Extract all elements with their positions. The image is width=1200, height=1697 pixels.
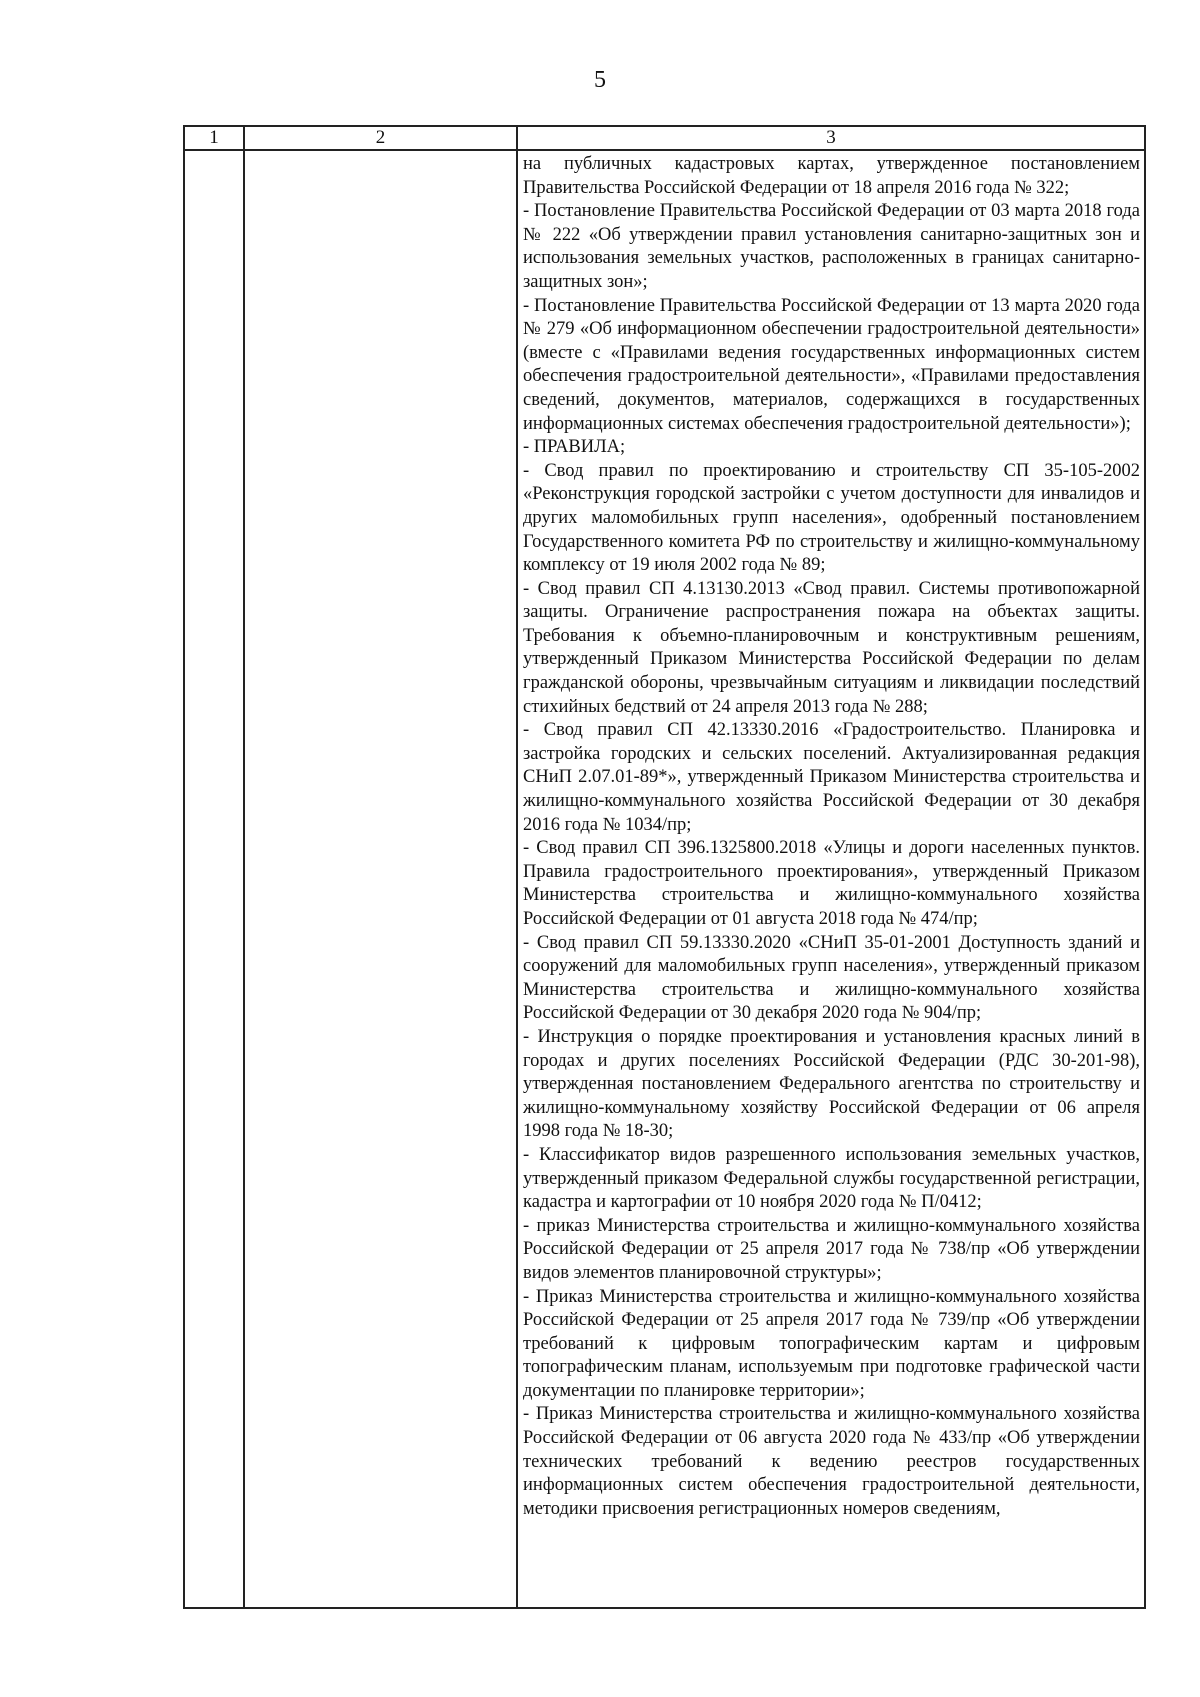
- list-item: на публичных кадастровых картах, утвержденное постановлением Правительства Российской Федерации от 18 апреля 2016 года № 322;: [523, 154, 1140, 198]
- list-item: - ПРАВИЛА;: [523, 437, 626, 458]
- list-item: - Свод правил по проектированию и строительству СП 35-105-2002 «Реконструкция городской застройки с учетом доступности для инвалидов и других маломобильных групп населения», одобренный постановлением Государственного комитета РФ по строительству и жилищно-коммунальному комплексу от 19 июля 2002 года № 89;: [523, 460, 1140, 576]
- list-item: - Постановление Правительства Российской Федерации от 03 марта 2018 года № 222 «Об утверждении правил установления санитарно-защитных зон и использования земельных участков, расположенных в границах санитарно-защитных зон»;: [523, 201, 1140, 292]
- table-cell-col2: [244, 150, 517, 1608]
- column-header-3: 3: [517, 126, 1145, 150]
- column-header-1: 1: [184, 126, 244, 150]
- page-number: 5: [594, 67, 606, 93]
- regulations-list: [518, 151, 1144, 1521]
- table-row: [184, 150, 1145, 1608]
- list-item: - приказ Министерства строительства и жилищно-коммунального хозяйства Российской Федерации от 25 апреля 2017 года № 738/пр «Об утверждении видов элементов планировочной структуры»;: [523, 1215, 1140, 1283]
- table-header-row: [184, 126, 1145, 150]
- table-cell-col3: [517, 150, 1145, 1608]
- list-item: - Постановление Правительства Российской Федерации от 13 марта 2020 года № 279 «Об информационном обеспечении градостроительной деятельности» (вместе с «Правилами ведения государственных информационных систем обеспечения градостроительной деятельности», «Правилами предоставления сведений, документов, материалов, содержащихся в государственных информационных системах обеспечения градостроительной деятельности»);: [523, 295, 1140, 434]
- document-table: [183, 125, 1146, 1609]
- table-cell-col1: [184, 150, 244, 1608]
- list-item: - Свод правил СП 4.13130.2013 «Свод правил. Системы противопожарной защиты. Ограничение распространения пожара на объектах защиты. Требования к объемно-планировочным и конструктивным решениям, утвержденный Приказом Министерства Российской Федерации по делам гражданской обороны, чрезвычайным ситуациям и ликвидации последствий стихийных бедствий от 24 апреля 2013 года № 288;: [523, 578, 1140, 717]
- list-item: - Свод правил СП 396.1325800.2018 «Улицы и дороги населенных пунктов. Правила градостроительного проектирования», утвержденный Приказом Министерства строительства и жилищно-коммунального хозяйства Российской Федерации от 01 августа 2018 года № 474/пр;: [523, 838, 1140, 929]
- list-item: - Свод правил СП 59.13330.2020 «СНиП 35-01-2001 Доступность зданий и сооружений для маломобильных групп населения», утвержденный приказом Министерства строительства и жилищно-коммунального хозяйства Российской Федерации от 30 декабря 2020 года № 904/пр;: [523, 932, 1140, 1024]
- list-item: - Приказ Министерства строительства и жилищно-коммунального хозяйства Российской Федерации от 06 августа 2020 года № 433/пр «Об утверждении технических требований к ведению реестров государственных информационных систем обеспечения градостроительной деятельности, методики присвоения регистрационных номеров сведениям,: [523, 1404, 1140, 1519]
- list-item: - Инструкция о порядке проектирования и установления красных линий в городах и других поселениях Российской Федерации (РДС 30-201-98), утвержденная постановлением Федерального агентства по строительству и жилищно-коммунальному хозяйству Российской Федерации от 06 апреля 1998 года № 18-30;: [523, 1026, 1140, 1142]
- column-header-2: 2: [244, 126, 517, 150]
- list-item: - Классификатор видов разрешенного использования земельных участков, утвержденный приказом Федеральной службы государственной регистрации, кадастра и картографии от 10 ноября 2020 года № П/0412;: [523, 1144, 1140, 1213]
- list-item: - Приказ Министерства строительства и жилищно-коммунального хозяйства Российской Федерации от 25 апреля 2017 года № 739/пр «Об утверждении требований к цифровым топографическим картам и цифровым топографическим планам, используемым при подготовке графической части документации по планировке территории»;: [523, 1286, 1140, 1401]
- list-item: - Свод правил СП 42.13330.2016 «Градостроительство. Планировка и застройка городских и сельских поселений. Актуализированная редакция СНиП 2.07.01-89*», утвержденный Приказом Министерства строительства и жилищно-коммунального хозяйства Российской Федерации от 30 декабря 2016 года № 1034/пр;: [523, 720, 1140, 835]
